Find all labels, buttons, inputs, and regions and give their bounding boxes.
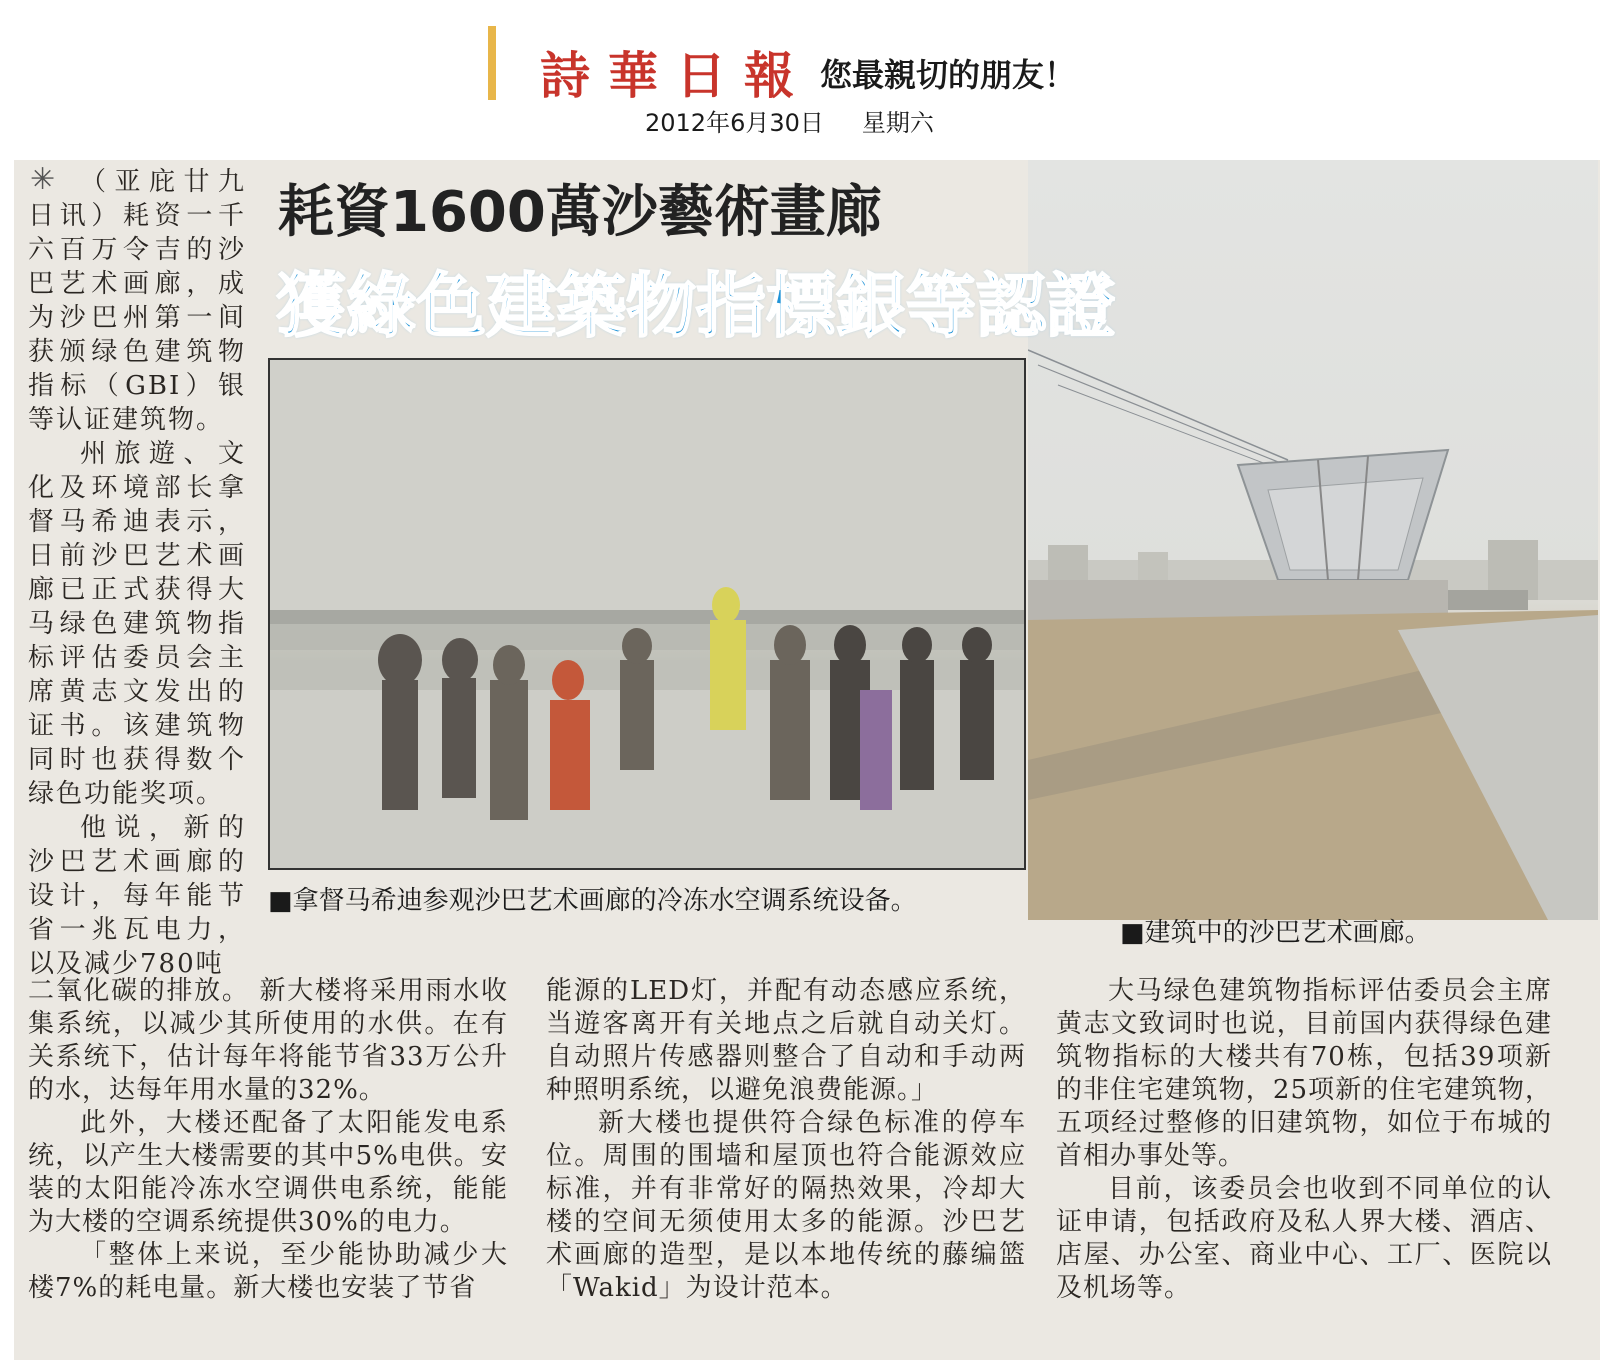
issue-date xyxy=(645,103,934,138)
body-column-2 xyxy=(546,975,1026,1305)
issue-date-text: 2012年6月30日 xyxy=(645,109,824,137)
body-paragraph: 二氧化碳的排放。 新大楼将采用雨水收集系统，以减少其所使用的水供。在有关系统下，估计每年将能节省33万公升的水，达每年用水量的32%。 xyxy=(28,976,508,1105)
body-paragraph: 「整体上来说，至少能协助减少大楼7%的耗电量。新大楼也安装了节省 xyxy=(28,1240,508,1303)
lead-paragraph: （亚庇廿九日讯）耗资一千六百万令吉的沙巴艺术画廊，成为沙巴州第一间获颁绿色建筑物指标（GBI）银等认证建筑物。 xyxy=(28,167,246,435)
visit-photo xyxy=(268,358,1026,870)
body-paragraph: 能源的LED灯，并配有动态感应系统，当遊客离开有关地点之后就自动关灯。自动照片传感器则整合了自动和手动两种照明系统，以避免浪费能源。」 xyxy=(546,976,1026,1105)
photo-caption-main: ■拿督马希迪参观沙巴艺术画廊的冷冻水空调系统设备。 xyxy=(268,886,917,916)
newspaper-slogan: 您最親切的朋友！ xyxy=(820,56,1077,94)
issue-weekday: 星期六 xyxy=(861,109,934,137)
body-paragraph: 目前，该委员会也收到不同单位的认证申请，包括政府及私人界大楼、酒店、店屋、办公室、商业中心、工厂、医院以及机场等。 xyxy=(1056,1174,1552,1303)
lead-paragraph: 州旅遊、文化及环境部长拿督马希迪表示，日前沙巴艺术画廊已正式获得大马绿色建筑物指标评估委员会主席黄志文发出的证书。该建筑物同时也获得数个绿色功能奖项。 xyxy=(28,439,246,809)
headline-secondary: 獲綠色建築物指標銀等認證 xyxy=(276,265,1116,347)
body-paragraph: 大马绿色建筑物指标评估委员会主席黄志文致词时也说，目前国内获得绿色建筑物指标的大楼共有70栋，包括39项新的非住宅建筑物，25项新的住宅建筑物，五项经过整修的旧建筑物，如位于布城的首相办事处等。 xyxy=(1056,976,1552,1171)
body-column-3 xyxy=(1056,975,1552,1305)
headline-primary: 耗資1600萬沙藝術畫廊 xyxy=(278,180,882,245)
photo-caption-secondary: ■建筑中的沙巴艺术画廊。 xyxy=(1120,918,1431,948)
body-column-1 xyxy=(28,975,508,1305)
asterisk-icon: ✳ xyxy=(30,162,56,197)
body-paragraph: 新大楼也提供符合绿色标准的停车位。周围的围墙和屋顶也符合能源效应标准，并有非常好的隔热效果，冷却大楼的空间无须使用太多的能源。沙巴艺术画廊的造型，是以本地传统的藤编篮「Wakid」为设计范本。 xyxy=(546,1108,1026,1303)
lead-paragraph: 他说，新的沙巴艺术画廊的设计，每年能节省一兆瓦电力，以及减少780吨 xyxy=(28,813,246,979)
newspaper-name: 詩華日報 xyxy=(540,46,812,105)
masthead-accent-bar xyxy=(488,26,496,100)
lead-column xyxy=(28,165,246,981)
visit-photo-graphic xyxy=(270,360,1024,868)
body-paragraph: 此外，大楼还配备了太阳能发电系统，以产生大楼需要的其中5%电供。安装的太阳能冷冻水空调供电系统，能能为大楼的空调系统提供30%的电力。 xyxy=(28,1108,508,1237)
